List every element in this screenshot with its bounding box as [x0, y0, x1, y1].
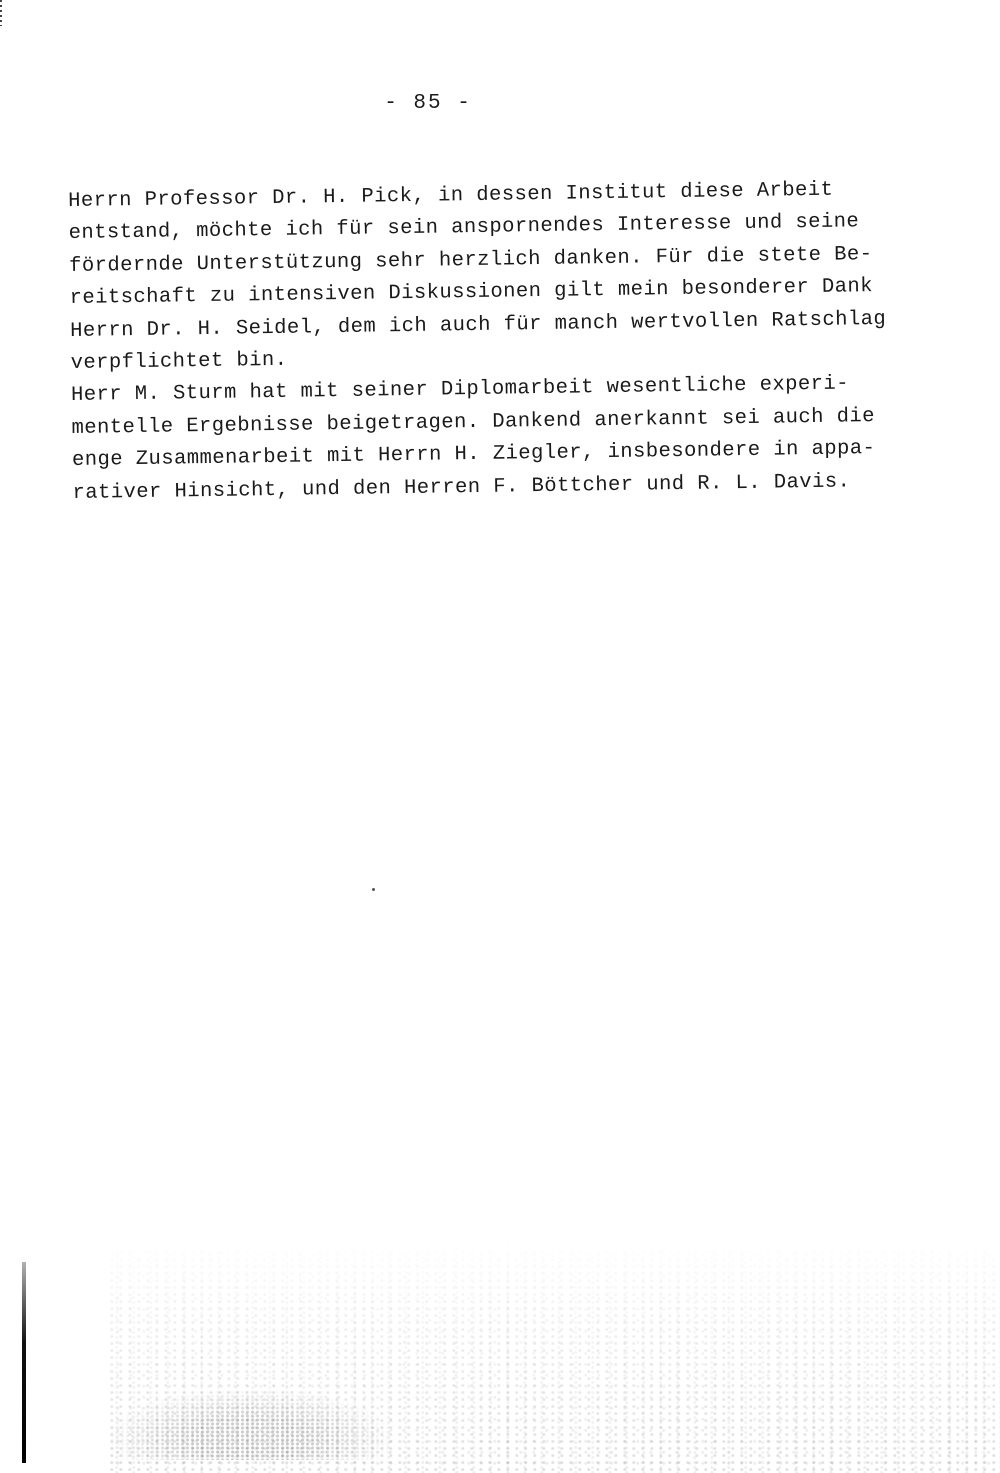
text-line: Herr M. Sturm hat mit seiner Diplomarbeit wesentliche experi- — [70, 372, 850, 408]
scan-edge-mark — [0, 0, 2, 26]
text-line: rativer Hinsicht, und den Herren F. Böttcher und R. L. Davis. — [72, 470, 851, 505]
text-line: Herrn Dr. H. Seidel, dem ich auch für manch wertvollen Ratschlag — [69, 307, 887, 343]
text-line: enge Zusammenarbeit mit Herrn H. Ziegler, insbesondere in appa- — [71, 437, 876, 473]
scan-noise-dense — [110, 1390, 390, 1460]
text-line: entstand, möchte ich für sein anspornendes Interesse und seine — [68, 210, 860, 246]
scan-edge-shadow — [22, 1262, 26, 1463]
text-line: verpflichtet bin. — [70, 348, 288, 376]
text-line: reitschaft zu intensiven Diskussionen gilt mein besonderer Dank — [69, 275, 874, 311]
text-line: mentelle Ergebnisse beigetragen. Dankend anerkannt sei auch die — [71, 404, 876, 440]
text-line: fördernde Unterstützung sehr herzlich danken. Für die stete Be- — [69, 242, 873, 278]
acknowledgements-paragraph — [68, 173, 933, 510]
scan-speck — [372, 888, 375, 891]
text-line: Herrn Professor Dr. H. Pick, in dessen Institut diese Arbeit — [68, 178, 834, 213]
page-number: - 85 - — [384, 92, 472, 115]
